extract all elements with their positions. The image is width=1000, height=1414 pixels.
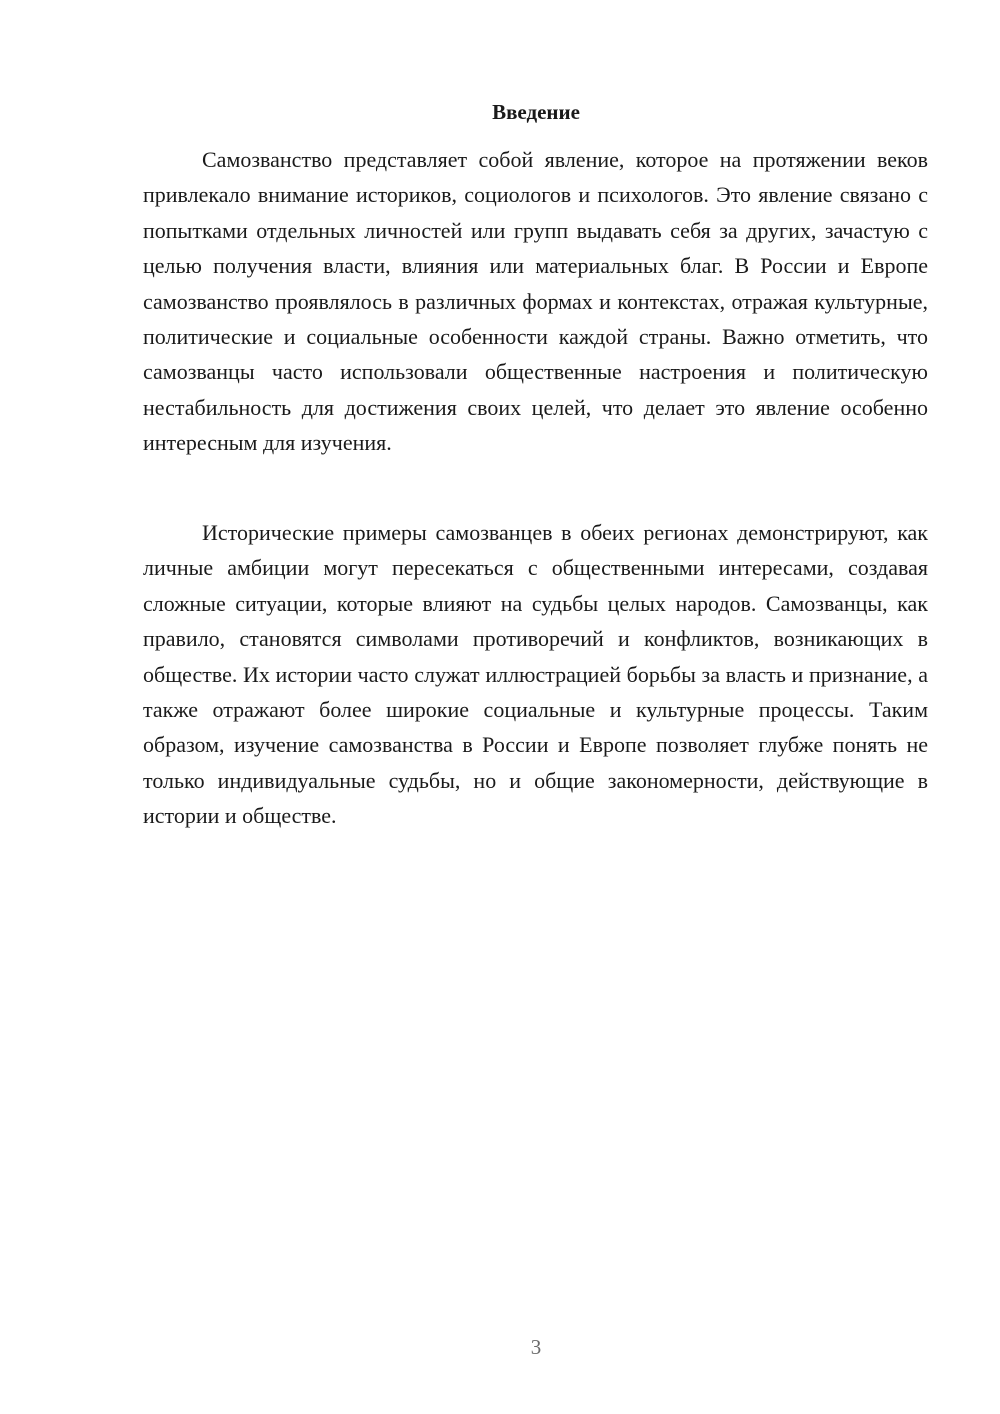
paragraph-2: Исторические примеры самозванцев в обеих регионах демонстрируют, как личные амбиции могут пересекаться с общественными интересами, создавая сложные ситуации, которые влияют на судьбы целых народов. Самозванцы, как правило, становятся символами противоречий и конфликтов, возникающих в обществе. Их истории часто служат иллюстрацией борьбы за власть и признание, а также отражают более широкие социальные и культурные процессы. Таким образом, изучение самозванства в России и Европе позволяет глубже понять не только индивидуальные судьбы, но и общие закономерности, действующие в истории и обществе. xyxy=(143,520,928,829)
page-number: 3 xyxy=(530,1335,542,1359)
section-title: Введение xyxy=(492,100,580,124)
paragraph-1: Самозванство представляет собой явление, которое на протяжении веков привлекало внимание историков, социологов и психологов. Это явление связано с попытками отдельных личностей или групп выдавать себя за других, зачастую с целью получения власти, влияния или материальных благ. В России и Европе самозванство проявлялось в различных формах и контекстах, отражая культурные, политические и социальные особенности каждой страны. Важно отметить, что самозванцы часто использовали общественные настроения и политическую нестабильность для достижения своих целей, что делает это явление особенно интересным для изучения. xyxy=(143,147,928,456)
